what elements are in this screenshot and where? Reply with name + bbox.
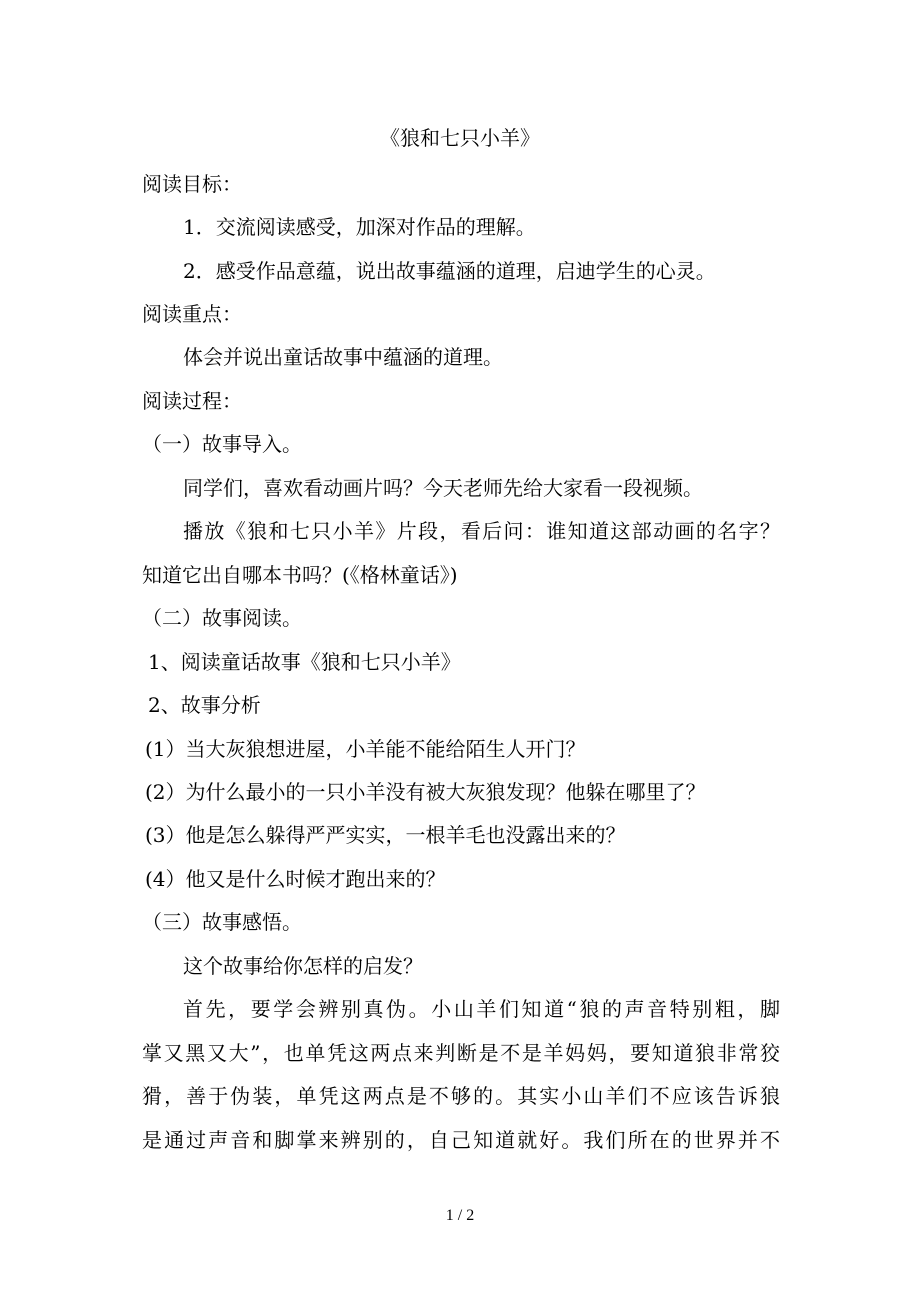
- goal-1: 1．交流阅读感受，加深对作品的理解。: [183, 215, 536, 239]
- goal-2: 2．感受作品意蕴，说出故事蕴涵的道理，启迪学生的心灵。: [183, 259, 716, 283]
- question-4: (4）他又是什么时候才跑出来的？: [145, 867, 446, 891]
- question-2: (2）为什么最小的一只小羊没有被大灰狼发现？他躲在哪里了？: [145, 780, 706, 804]
- question-3: (3）他是怎么躲得严严实实，一根羊毛也没露出来的？: [145, 823, 626, 847]
- part-3-paragraph-line-1: 首先，要学会辨别真伪。小山羊们知道“狼的声音特别粗，脚: [183, 997, 780, 1021]
- part-3-paragraph-line-3: 猾，善于伪装，单凭这两点是不够的。其实小山羊们不应该告诉狼: [142, 1084, 780, 1108]
- focus-text: 体会并说出童话故事中蕴涵的道理。: [183, 345, 503, 369]
- part-1-paragraph-2-line-1: 播放《狼和七只小羊》片段，看后问：谁知道这部动画的名字？: [183, 519, 780, 543]
- goals-heading: 阅读目标：: [142, 172, 242, 196]
- document-title: 《狼和七只小羊》: [380, 126, 540, 150]
- page-number: 1 / 2: [445, 1207, 475, 1224]
- part-3-heading: （三）故事感悟。: [142, 910, 302, 934]
- focus-heading: 阅读重点：: [142, 302, 242, 326]
- question-1: (1）当大灰狼想进屋，小羊能不能给陌生人开门？: [145, 737, 586, 761]
- process-heading: 阅读过程：: [142, 389, 242, 413]
- part-2-item-1: 1、阅读童话故事《狼和七只小羊》: [148, 650, 461, 674]
- part-3-question: 这个故事给你怎样的启发？: [183, 954, 423, 978]
- part-3-paragraph-line-4: 是通过声音和脚掌来辨别的，自己知道就好。我们所在的世界并不: [142, 1128, 780, 1152]
- part-1-heading: （一）故事导入。: [142, 432, 302, 456]
- part-1-paragraph-1: 同学们，喜欢看动画片吗？今天老师先给大家看一段视频。: [183, 476, 703, 500]
- part-1-paragraph-2-line-2: 知道它出自哪本书吗？(《格林童话》): [142, 563, 458, 587]
- part-2-heading: （二）故事阅读。: [142, 606, 302, 630]
- part-3-paragraph-line-2: 掌又黑又大”，也单凭这两点来判断是不是羊妈妈，要知道狼非常狡: [142, 1041, 780, 1065]
- part-2-item-2: 2、故事分析: [148, 693, 261, 717]
